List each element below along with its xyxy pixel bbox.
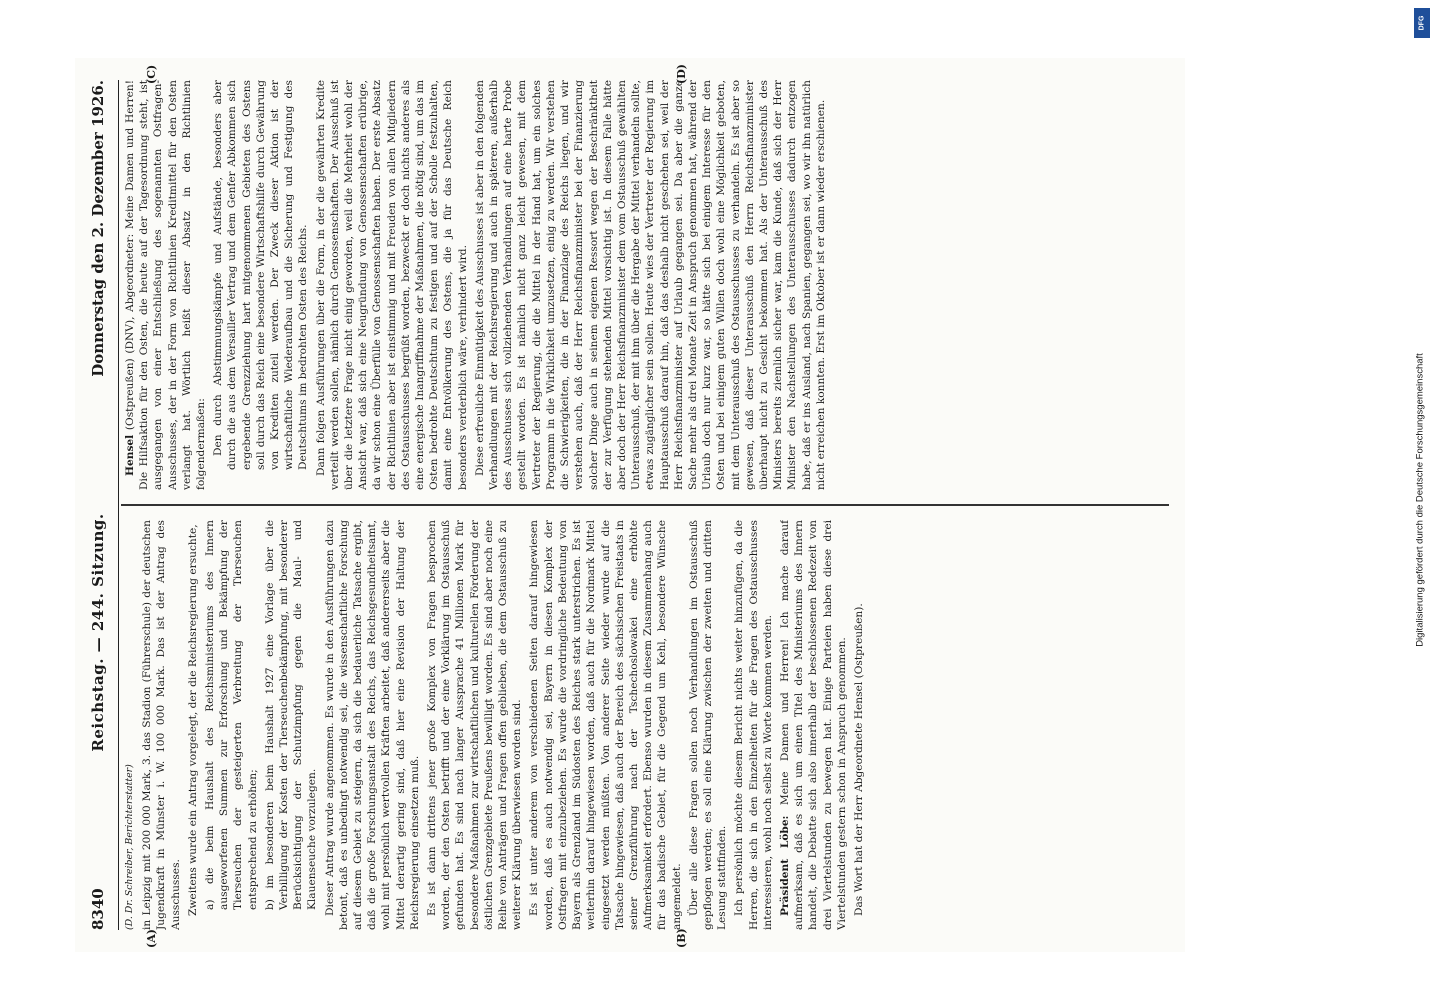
right-column: [123, 80, 1169, 490]
speaker-name: Hensel: [124, 434, 136, 476]
paragraph: Zweitens wurde ein Antrag vorgelegt, der die Reichsregierung ersuchte,: [186, 524, 199, 916]
margin-mark-a: (A): [145, 929, 158, 948]
paragraph: Es ist unter anderem von verschiedenen Seiten darauf hingewiesen worden, daß es auch notwendig sei, Bayern in diesen Komplex der Ostfragen mit einzubeziehen. Es wurde die vordringliche Bedeutung von Bayern als Grenzland im Südosten des Reiches stark unterstrichen. Es ist weiterhin darauf hingewiesen worden, daß auch für die Nordmark Mittel eingesetzt werden müßten. Von anderer Seite wieder wurde auf die Tatsache hingewiesen, daß auch der Bereich des sächsischen Freistaats in seiner Grenzführung nach der Tschechoslowakei eine erhöhte Aufmerksamkeit erfordert. Ebenso wurden in diesem Zusammenhang auch für das badische Gebiet, für die Gegend um Kehl, besondere Wünsche angemeldet.: [528, 520, 683, 930]
header-date: Donnerstag den 2. Dezember 1926.: [89, 80, 107, 377]
margin-mark-c: (C): [145, 64, 158, 84]
page-content: [75, 58, 1185, 952]
speech-opening: [123, 80, 208, 490]
list-item-b: b) im besonderen beim Haushalt 1927 eine Vorlage über die Verbilligung der Kosten der Tierseuchenbekämpfung, mit besonderer Berücksichtigung der Schutzimpfung gegen die Maul- und Klauenseuche vorzulegen.: [263, 520, 319, 910]
paragraph: Dieser Antrag wurde angenommen. Es wurde in den Ausführungen dazu betont, daß es unbedingt notwendig sei, die wissenschaftliche Forschung auf diesem Gebiet zu steigern, da sich die bedauerliche Tatsache ergibt, daß die große Forschungsanstalt des Reichs, das Reichsgesundheitsamt, wohl mit persönlich wertvollen Kräften arbeitet, daß andererseits aber die Mittel derartig gering sind, daß hier eine Revision der Haltung der Reichsregierung einsetzen muß.: [323, 520, 421, 930]
president-paragraph: [778, 520, 849, 930]
paragraph: Dann folgen Ausführungen über die Form, in der die gewährten Kredite verteilt werden sollen, nämlich durch Genossenschaften. Der Ausschuß ist über die letztere Frage nicht einig geworden, weil die Mehrheit wohl der Ansicht war, daß sich eine Neugründung von Genossenschaften erübrige, da wir schon eine Überfülle von Genossenschaften haben. Der erste Absatz der Richtlinien aber ist einstimmig und mit Freuden von allen Mitgliedern des Ostausschusses begrüßt worden, bezweckt er doch nichts anderes als eine energische Inangriffnahme der Maßnahmen, die nötig sind, um das im Osten bedrohte Deutschtum zu festigen und auf der Scholle festzuhalten, damit eine Entvölkerung des Ostens, die ja für das Deutsche Reich besonders verderblich wäre, verhindert wird.: [314, 80, 469, 490]
column-divider: [121, 505, 1169, 507]
president-label: Präsident Löbe:: [778, 815, 791, 916]
dfg-logo: DFG: [1414, 8, 1430, 38]
paragraph: Ich persönlich möchte diesem Bericht nichts weiter hinzufügen, da die Herren, die sich in den Einzelheiten für die Fragen des Ostausschusses interessieren, wohl noch selbst zu Worte kommen werden.: [733, 520, 774, 930]
paragraph: Über alle diese Fragen sollen noch Verhandlungen im Ostausschuß gepflogen werden; es soll eine Klärung zwischen der zweiten und dritten Lesung stattfinden.: [687, 520, 729, 930]
digitization-credit: Digitalisierung gefördert durch die Deutsche Forschungsgemeinschaft: [1414, 353, 1426, 647]
paragraph: Das Wort hat der Herr Abgeordnete Hensel (Ostpreußen).: [852, 603, 865, 916]
president-text: Meine Damen und Herren! Ich mache darauf aufmerksam, daß es sich um einen Titel des Ministeriums des Innern handelt, die Debatte sich also innerhalb der beschlossenen Redezeit von drei Viertelstunden zu bewegen hat. Einige Parteien haben diese drei Viertelstunden gestern schon in Anspruch genommen.: [778, 520, 848, 930]
paragraph: in Leipzig mit 200 000 Mark, 3. das Stadion (Führerschule) der deutschen Jugendkraft in Münster i. W. 100 000 Mark. Das ist der Antrag des Ausschusses.: [141, 520, 182, 930]
paragraph: Diese erfreuliche Einmütigkeit des Ausschusses ist aber in den folgenden Verhandlungen mit der Reichsregierung und auch in späteren, außerhalb des Ausschusses sich vollziehenden Verhandlungen auf eine harte Probe gestellt worden. Es ist nämlich nicht ganz leicht gewesen, mit dem Vertreter der Regierung, die die Mittel in der Hand hat, um ein solches Programm in die Wirklichkeit umzusetzen, einig zu werden. Wir verstehen die Schwierigkeiten, die in der Finanzlage des Reichs liegen, und wir verstehen auch, daß der Herr Reichsfinanzminister bei der Finanzierung solcher Dinge auch in seinem eigenen Ressort wegen der Beschränktheit der zur Verfügung stehenden Mittel vorsichtig ist. In diesem Falle hätte aber doch der Herr Reichsfinanzminister dem vom Ostausschuß gewählten Unterausschuß, der mit ihm über die Hergabe der Mittel verhandeln sollte, etwas zugänglicher sein sollen. Heute wies der Vertreter der Regierung im Hauptausschuß darauf hin, daß das deshalb nicht geschehen sei, weil der Herr Reichsfinanzminister auf Urlaub gegangen sei. Da aber die ganze Sache mehr als drei Monate Zeit in Anspruch genommen hat, während der Urlaub doch nur kurz war, so hätte sich bei einigem Interesse für den Osten und bei einigem guten Willen doch wohl eine Möglichkeit geboten, mit dem Unterausschuß des Ostausschusses zu verhandeln. Es ist aber so gewesen, daß dieser Unterausschuß den Herrn Reichsfinanzminister überhaupt nicht zu Gesicht bekommen hat. Als der Unterausschuß des Ministers bereits ziemlich sicher war, kam die Kunde, daß sich der Herr Minister den Nachstellungen des Unterausschusses dadurch entzogen habe, daß er ins Ausland, nach Spanien, gegangen sei, wo wir ihn natürlich nicht erreichen konnten. Erst im Oktober ist er dann wieder erschienen.: [473, 80, 827, 490]
margin-mark-d: (D): [675, 64, 688, 84]
running-header: [89, 80, 119, 930]
paragraph: Es ist dann drittens jener große Komplex von Fragen besprochen worden, der den Osten betrifft und der eine Vorklärung im Ostausschuß gefunden hat. Es sind nach langer Aussprache 41 Millionen Mark für besondere Maßnahmen zur wirtschaftlichen und kulturellen Förderung der östlichen Grenzgebiete Preußens bewilligt worden. Es sind aber noch eine Reihe von Anträgen und Fragen offen geblieben, die dem Ostausschuß zu weiterer Klärung überwiesen worden sind.: [426, 520, 524, 930]
scanned-page: [75, 58, 1185, 952]
header-center: Reichstag. — 244. Sitzung.: [89, 513, 107, 752]
left-column: [123, 520, 1169, 930]
speaker-line: (D. Dr. Schreiber, Berichterstatter): [124, 764, 135, 930]
quote-block: Den durch Abstimmungskämpfe und Aufstände, besonders aber durch die aus dem Versailler Vertrag und dem Genfer Abkommen sich ergebende Grenzziehung hart mitgenommenen Gebieten des Ostens soll durch das Reich eine besondere Wirtschaftshilfe durch Gewährung von Krediten zuteil werden. Der Zweck dieser Aktion ist der wirtschaftliche Wiederaufbau und die Sicherung und Festigung des Deutschtums im bedrohten Osten des Reichs.: [212, 80, 310, 470]
margin-mark-b: (B): [675, 928, 688, 948]
list-item-a: a) die beim Haushalt des Reichsministeriums des Innern ausgeworfenen Summen zur Erforschung und Bekämpfung der Tierseuchen der gesteigerten Verbreitung der Tierseuchen entsprechend zu erhöhen;: [204, 520, 259, 910]
speech-text: (Ostpreußen) (DNV), Abgeordneter: Meine Damen und Herren! Die Hilfsaktion für den Osten, die heute auf der Tagesordnung steht, ist ausgegangen von einer Entschließung des sogenannten Ostfragen-Ausschusses, der in der Form von Richtlinien Kreditmittel für den Osten verlangt hat. Wörtlich heißt dieser Absatz in den Richtlinien folgendermaßen:: [124, 80, 208, 490]
page-number: 8340: [89, 888, 107, 930]
